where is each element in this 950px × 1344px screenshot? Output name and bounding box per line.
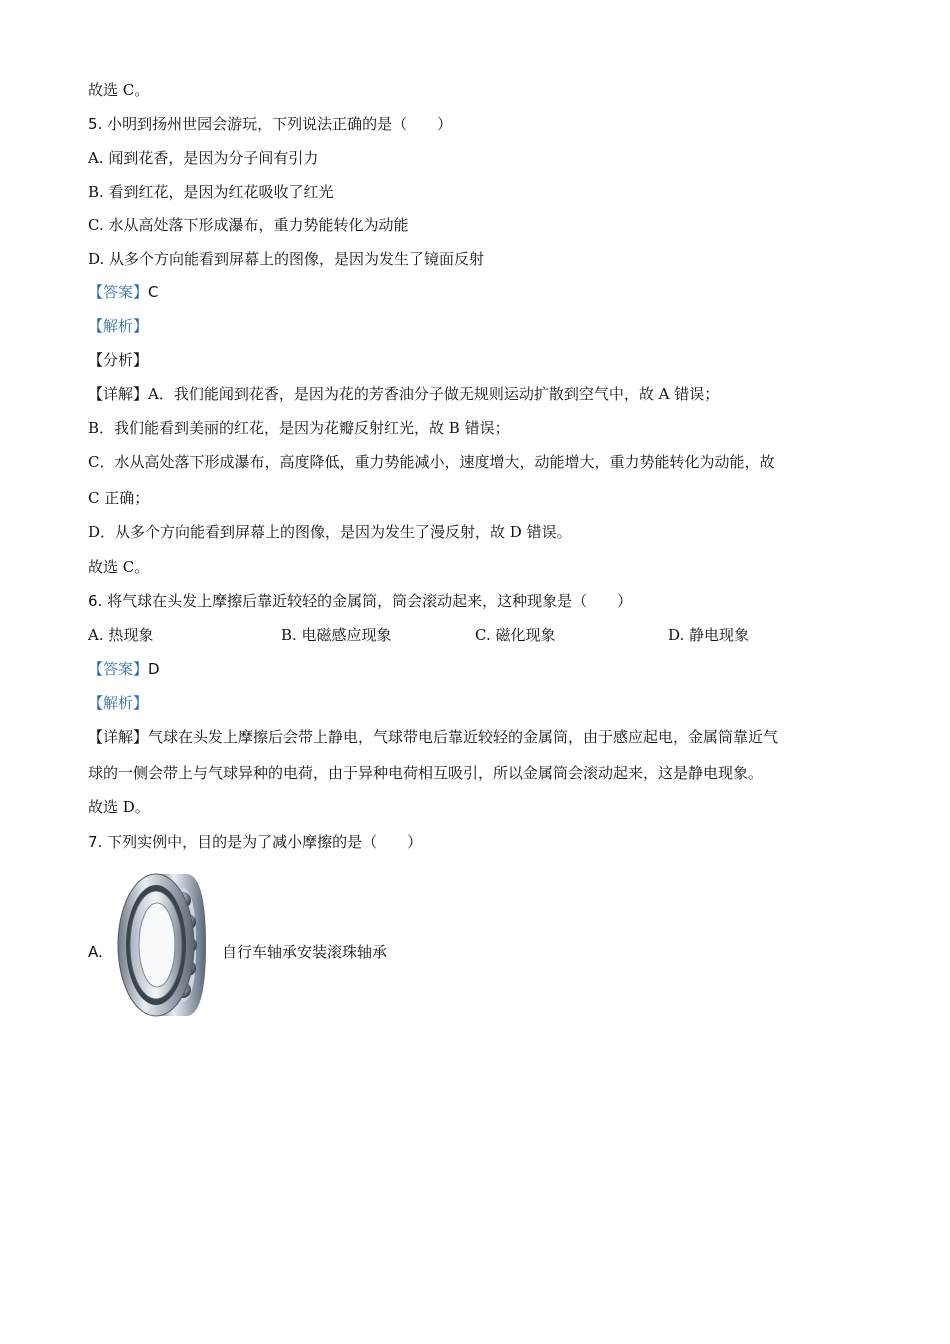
q5-detail-c: C．水从高处落下形成瀑布，高度降低，重力势能减小，速度增大，动能增大，重力势能转化为动能，故 xyxy=(88,453,775,471)
q6-option-d: D. 静电现象 xyxy=(668,626,750,644)
q6-number: 6. xyxy=(88,592,103,610)
q5-number: 5. xyxy=(88,115,103,133)
q5-detail-line-1 xyxy=(88,384,719,404)
q6-conclusion: 故选 D。 xyxy=(88,798,150,816)
q5-option-c: C. 水从高处落下形成瀑布，重力势能转化为动能 xyxy=(88,216,409,234)
q5-answer-tag: 【答案】 xyxy=(88,283,149,301)
q7-number: 7. xyxy=(88,833,103,851)
q5-option-d: D. 从多个方向能看到屏幕上的图像，是因为发生了镜面反射 xyxy=(88,250,485,268)
q5-fenxi-tag: 【分析】 xyxy=(88,351,149,369)
q6-option-b: B. 电磁感应现象 xyxy=(281,626,392,644)
q5-detail-tag: 【详解】 xyxy=(88,385,149,403)
q6-detail-text-2: 球的一侧会带上与气球异种的电荷，由于异种电荷相互吸引，所以金属筒会滚动起来，这是静电现象。 xyxy=(88,764,764,782)
q5-answer: C xyxy=(148,283,159,301)
q5-analysis-tag: 【解析】 xyxy=(88,317,149,335)
q5-detail-c-cont: C 正确； xyxy=(88,489,150,507)
q6-analysis-tag: 【解析】 xyxy=(88,694,149,712)
q7-stem-line xyxy=(88,832,422,852)
q6-answer-line xyxy=(88,659,160,679)
q5-option-a: A. 闻到花香，是因为分子间有引力 xyxy=(88,149,319,167)
prev-conclusion: 故选 C。 xyxy=(88,81,150,99)
q6-detail-tag: 【详解】 xyxy=(88,728,149,746)
q6-detail-text-1: 气球在头发上摩擦后会带上静电，气球带电后靠近较轻的金属筒，由于感应起电，金属筒靠近气 xyxy=(148,728,779,746)
q5-stem-line xyxy=(88,114,452,134)
q5-answer-line xyxy=(88,282,159,302)
q7-stem: 下列实例中，目的是为了减小摩擦的是（ ） xyxy=(107,833,423,851)
q6-detail-line-1 xyxy=(88,727,778,747)
q7-option-a-text: 自行车轴承安装滚珠轴承 xyxy=(222,943,388,961)
q6-answer: D xyxy=(148,660,160,678)
q5-detail-d: D．从多个方向能看到屏幕上的图像，是因为发生了漫反射，故 D 错误。 xyxy=(88,523,572,541)
q6-option-c: C. 磁化现象 xyxy=(475,626,556,644)
q5-stem: 小明到扬州世园会游玩，下列说法正确的是（ ） xyxy=(107,115,453,133)
q5-detail-a: A．我们能闻到花香，是因为花的芳香油分子做无规则运动扩散到空气中，故 A 错误； xyxy=(148,385,720,403)
ball-bearing-image xyxy=(116,870,208,1020)
q5-detail-b: B．我们能看到美丽的红花，是因为花瓣反射红光，故 B 错误； xyxy=(88,419,510,437)
q6-stem-line xyxy=(88,591,632,611)
q6-stem: 将气球在头发上摩擦后靠近较轻的金属筒，筒会滚动起来，这种现象是（ ） xyxy=(107,592,633,610)
q5-option-b: B. 看到红花，是因为红花吸收了红光 xyxy=(88,183,334,201)
q6-answer-tag: 【答案】 xyxy=(88,660,149,678)
q7-option-a-label: A. xyxy=(88,943,103,961)
q5-conclusion: 故选 C。 xyxy=(88,558,150,576)
q6-option-a: A. 热现象 xyxy=(88,626,154,644)
